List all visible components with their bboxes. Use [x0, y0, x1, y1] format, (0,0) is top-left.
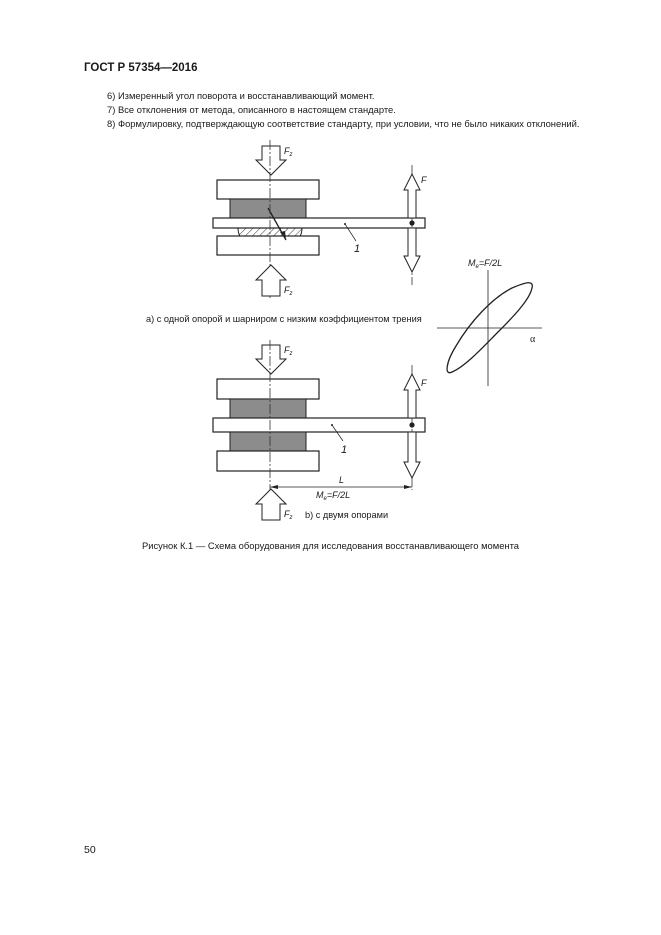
force-arrow-up-a [404, 174, 420, 218]
document-header: ГОСТ Р 57354—2016 [84, 62, 198, 74]
specimen-bar-a [213, 218, 425, 228]
load-point-a [409, 220, 414, 225]
hysteresis-plot [437, 258, 542, 386]
length-label: L [339, 475, 345, 485]
moment-label: $M_e=F/2L$ [468, 258, 503, 270]
bottom-plate-a [217, 236, 319, 255]
figure-caption: Рисунок К.1 — Схема оборудования для исследования восстанавливающего момента [142, 540, 519, 551]
load-arrow-bottom-a [256, 265, 286, 296]
alpha-label: α [530, 334, 536, 345]
part-1-label-a: 1 [354, 243, 361, 255]
elastomer-block-bottom-b [230, 432, 306, 451]
specimen-bar-b [213, 418, 425, 432]
list-item-7: 7) Все отклонения от метода, описанного в настоящем стандарте. [107, 104, 396, 115]
fz-label-top-a: $F_z$ [284, 146, 293, 158]
force-label-b: F [421, 378, 427, 388]
load-point-b [409, 422, 414, 427]
diagram-b [213, 340, 427, 521]
fz-label-top-b: $F_z$ [284, 345, 293, 357]
top-plate-b [217, 379, 319, 399]
force-label-a: F [421, 175, 427, 185]
load-arrow-top-b [256, 345, 286, 374]
page-number: 50 [84, 844, 96, 856]
load-arrow-bottom-b [256, 489, 286, 520]
figure-caption-b: b) с двумя опорами [305, 510, 389, 520]
part-1-label-b: 1 [341, 444, 348, 456]
top-plate-a [217, 180, 319, 199]
load-arrow-top-a [256, 146, 286, 175]
fz-label-bottom-b: $F_z$ [284, 509, 293, 521]
elastomer-block-top-b [230, 399, 306, 418]
moment-formula-label: $M_e=F/2L$ [316, 490, 351, 502]
force-arrow-up-b [404, 374, 420, 418]
force-arrow-down-a [404, 228, 420, 272]
fz-label-bottom-a: $F_z$ [284, 285, 293, 297]
figure-caption-a: а) с одной опорой и шарниром с низким коэффициентом трения [146, 314, 422, 324]
diagram-a [213, 140, 427, 300]
bottom-plate-b [217, 451, 319, 471]
force-arrow-down-b [404, 432, 420, 478]
list-item-8: 8) Формулировку, подтверждающую соответствие стандарту, при условии, что не было никаких отклонений. [107, 118, 580, 129]
list-item-6: 6) Измеренный угол поворота и восстанавливающий момент. [107, 90, 375, 101]
